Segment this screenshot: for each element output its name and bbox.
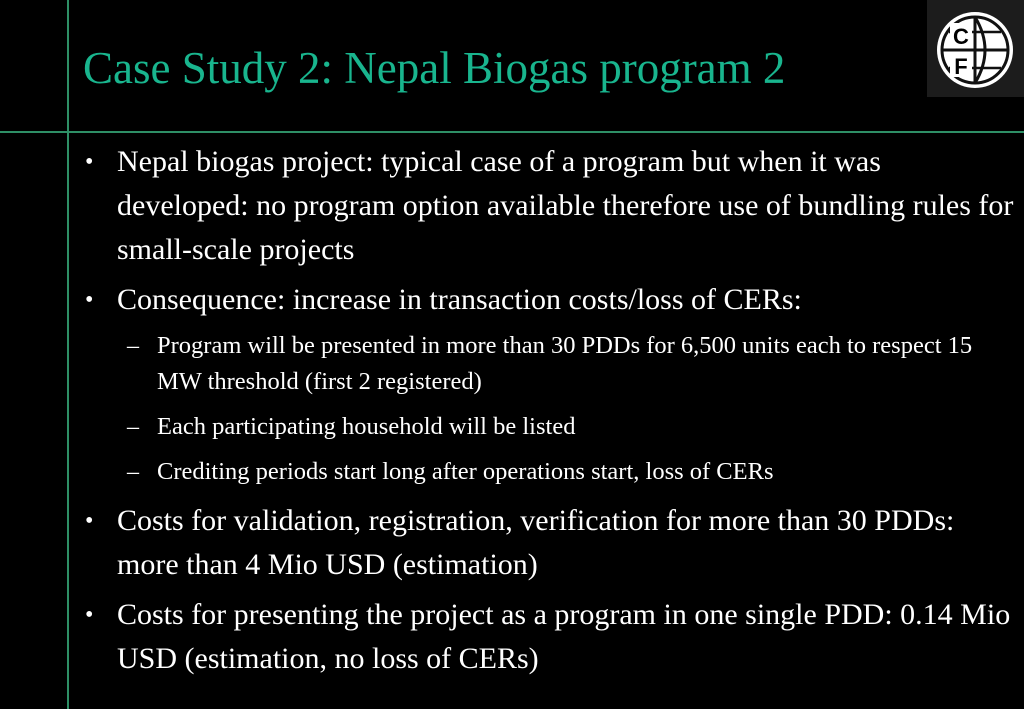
bullet-text: Nepal biogas project: typical case of a program but when it was developed: no program option available therefore use of bundling rules for small-scale projects	[117, 145, 1014, 266]
sub-bullet-text: Each participating household will be listed	[157, 413, 576, 440]
globe-logo-icon	[933, 8, 1017, 92]
sub-bullet-item	[83, 409, 1018, 445]
slide-title: Case Study 2: Nepal Biogas program 2	[83, 43, 786, 93]
vertical-rule	[67, 0, 69, 709]
bullet-mark: •	[85, 602, 94, 628]
bullet-text: Costs for presenting the project as a program in one single PDD: 0.14 Mio USD (estimation, no loss of CERs)	[117, 598, 1011, 675]
bullet-text: Consequence: increase in transaction costs/loss of CERs:	[117, 283, 802, 316]
logo-letter-c: C	[953, 24, 969, 49]
bullet-item	[83, 499, 1018, 587]
sub-bullet-mark: –	[127, 333, 139, 359]
bullet-item	[83, 140, 1018, 272]
bullet-mark: •	[85, 508, 94, 534]
sub-bullet-item	[83, 454, 1018, 490]
bullet-mark: •	[85, 149, 94, 175]
logo-letter-f: F	[954, 54, 968, 79]
horizontal-rule	[0, 131, 1024, 133]
bullet-mark: •	[85, 287, 94, 313]
bullet-item	[83, 278, 1018, 322]
bullet-text: Costs for validation, registration, verification for more than 30 PDDs: more than 4 Mio USD (estimation)	[117, 504, 955, 581]
slide-content	[83, 140, 1018, 687]
sub-bullet-mark: –	[127, 414, 139, 440]
sub-bullet-mark: –	[127, 459, 139, 485]
sub-bullet-item	[83, 328, 1018, 400]
sub-bullet-text: Crediting periods start long after operations start, loss of CERs	[157, 458, 774, 485]
bullet-item	[83, 593, 1018, 681]
sub-bullet-text: Program will be presented in more than 30 PDDs for 6,500 units each to respect 15 MW threshold (first 2 registered)	[157, 332, 973, 395]
logo	[927, 0, 1024, 97]
